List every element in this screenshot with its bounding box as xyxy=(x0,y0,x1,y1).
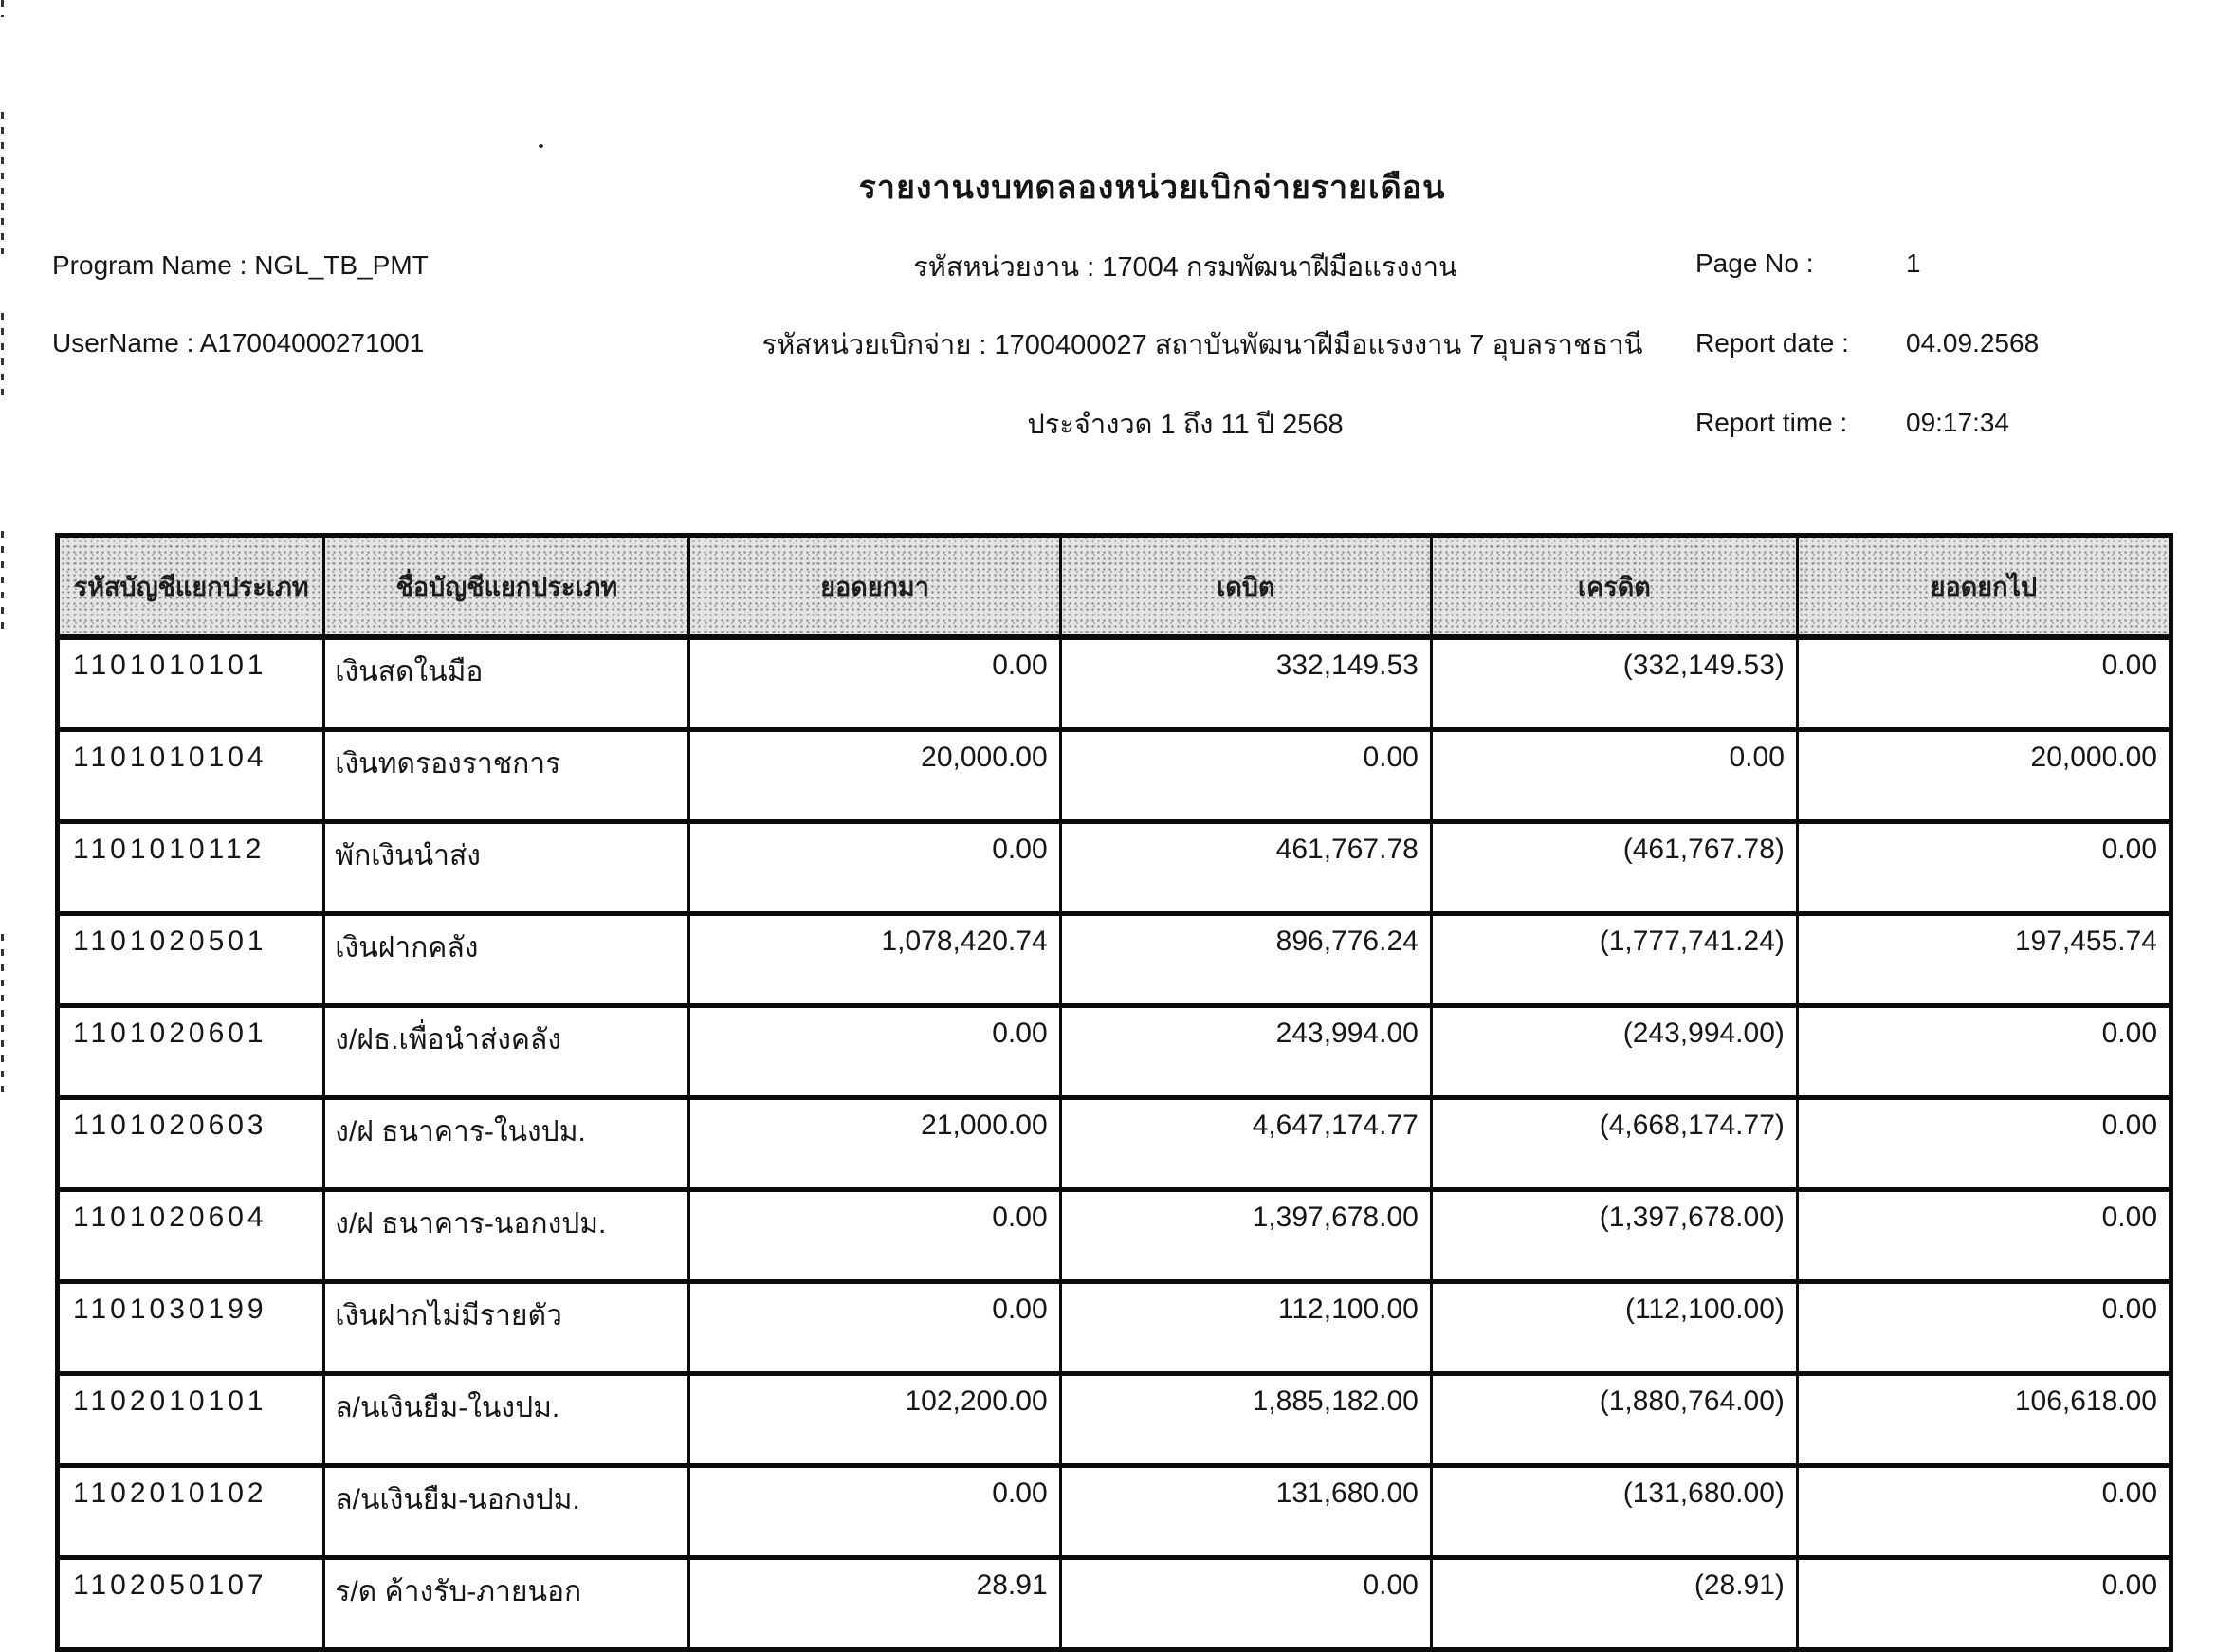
report-title: รายงานงบทดลองหน่วยเบิกจ่ายรายเดือน xyxy=(858,170,1446,206)
program-name-label: Program Name : xyxy=(52,250,247,280)
table-row xyxy=(58,1282,2171,1374)
header-credit: เครดิต xyxy=(1431,536,1797,638)
report-date-value: 04.09.2568 xyxy=(1906,328,2040,358)
debit-amount: 0.00 xyxy=(1060,1558,1431,1650)
ending-balance: 0.00 xyxy=(1797,1190,2170,1282)
ending-balance: 0.00 xyxy=(1797,1098,2170,1190)
scan-artifact xyxy=(1,112,4,254)
debit-amount: 112,100.00 xyxy=(1060,1282,1431,1374)
report-date-label: Report date : xyxy=(1695,328,1849,358)
ending-balance: 0.00 xyxy=(1797,637,2170,730)
account-code: 1102010102 xyxy=(58,1466,324,1558)
account-name: ร/ด ค้างรับ-ภายนอก xyxy=(324,1558,689,1650)
table-row xyxy=(58,914,2171,1006)
debit-amount: 896,776.24 xyxy=(1060,914,1431,1006)
header-debit: เดบิต xyxy=(1060,536,1431,638)
ending-balance: 0.00 xyxy=(1797,1558,2170,1650)
beginning-balance: 0.00 xyxy=(689,822,1060,914)
username-line xyxy=(52,328,424,358)
account-code: 1101030199 xyxy=(58,1282,324,1374)
credit-amount: (243,994.00) xyxy=(1431,1006,1797,1098)
trial-balance-table-wrap xyxy=(55,533,2173,1652)
account-name: ง/ฝ ธนาคาร-นอกงปม. xyxy=(324,1190,689,1282)
ending-balance: 0.00 xyxy=(1797,1006,2170,1098)
header-ending-balance: ยอดยกไป xyxy=(1797,536,2170,638)
beginning-balance: 1,078,420.74 xyxy=(689,914,1060,1006)
ending-balance: 197,455.74 xyxy=(1797,914,2170,1006)
table-row xyxy=(58,822,2171,914)
beginning-balance: 21,000.00 xyxy=(689,1098,1060,1190)
table-row xyxy=(58,1466,2171,1558)
table-row xyxy=(58,1190,2171,1282)
debit-amount: 1,885,182.00 xyxy=(1060,1374,1431,1466)
scan-artifact xyxy=(1,531,4,635)
header-account-code: รหัสบัญชีแยกประเภท xyxy=(58,536,324,638)
account-code: 1101020601 xyxy=(58,1006,324,1098)
scan-artifact xyxy=(1,0,4,17)
table-row xyxy=(58,1006,2171,1098)
debit-amount: 243,994.00 xyxy=(1060,1006,1431,1098)
table-row xyxy=(58,1558,2171,1650)
report-time-label: Report time : xyxy=(1695,408,1848,437)
account-code: 1102010101 xyxy=(58,1374,324,1466)
credit-amount: (461,767.78) xyxy=(1431,822,1797,914)
account-name: ล/นเงินยืม-นอกงปม. xyxy=(324,1466,689,1558)
ending-balance: 20,000.00 xyxy=(1797,730,2170,822)
account-code: 1101010104 xyxy=(58,730,324,822)
table-row xyxy=(58,637,2171,730)
credit-amount: (112,100.00) xyxy=(1431,1282,1797,1374)
account-code: 1101020501 xyxy=(58,914,324,1006)
table-row xyxy=(58,730,2171,822)
beginning-balance: 0.00 xyxy=(689,637,1060,730)
credit-amount: (1,880,764.00) xyxy=(1431,1374,1797,1466)
username-label: UserName : xyxy=(52,328,194,358)
period-line: ประจำงวด 1 ถึง 11 ปี 2568 xyxy=(1027,410,1344,440)
header-account-name: ชื่อบัญชีแยกประเภท xyxy=(324,536,689,638)
trial-balance-table xyxy=(55,533,2173,1652)
disbursing-unit-line: รหัสหน่วยเบิกจ่าย : 1700400027 สถาบันพัฒนาฝีมือแรงงาน 7 อุบลราชธานี xyxy=(761,330,1643,360)
credit-amount: (28.91) xyxy=(1431,1558,1797,1650)
debit-amount: 332,149.53 xyxy=(1060,637,1431,730)
debit-amount: 4,647,174.77 xyxy=(1060,1098,1431,1190)
debit-amount: 1,397,678.00 xyxy=(1060,1190,1431,1282)
beginning-balance: 0.00 xyxy=(689,1006,1060,1098)
account-name: พักเงินนำส่ง xyxy=(324,822,689,914)
page-no-value: 1 xyxy=(1906,248,1921,278)
account-code: 1102050107 xyxy=(58,1558,324,1650)
beginning-balance: 102,200.00 xyxy=(689,1374,1060,1466)
ending-balance: 0.00 xyxy=(1797,822,2170,914)
username-value: A17004000271001 xyxy=(199,328,425,358)
account-name: เงินสดในมือ xyxy=(324,637,689,730)
beginning-balance: 20,000.00 xyxy=(689,730,1060,822)
scan-artifact xyxy=(1,313,4,403)
account-name: เงินฝากคลัง xyxy=(324,914,689,1006)
debit-amount: 0.00 xyxy=(1060,730,1431,822)
beginning-balance: 0.00 xyxy=(689,1282,1060,1374)
agency-code-line: รหัสหน่วยงาน : 17004 กรมพัฒนาฝีมือแรงงาน xyxy=(913,252,1457,283)
ending-balance: 0.00 xyxy=(1797,1466,2170,1558)
beginning-balance: 28.91 xyxy=(689,1558,1060,1650)
beginning-balance: 0.00 xyxy=(689,1466,1060,1558)
credit-amount: (332,149.53) xyxy=(1431,637,1797,730)
ending-balance: 106,618.00 xyxy=(1797,1374,2170,1466)
credit-amount: (1,777,741.24) xyxy=(1431,914,1797,1006)
debit-amount: 131,680.00 xyxy=(1060,1466,1431,1558)
table-row xyxy=(58,1374,2171,1466)
account-name: ล/นเงินยืม-ในงปม. xyxy=(324,1374,689,1466)
scan-artifact xyxy=(539,144,543,148)
account-name: เงินทดรองราชการ xyxy=(324,730,689,822)
ending-balance: 0.00 xyxy=(1797,1282,2170,1374)
beginning-balance: 0.00 xyxy=(689,1190,1060,1282)
program-name-value: NGL_TB_PMT xyxy=(254,250,429,280)
report-time-value: 09:17:34 xyxy=(1906,408,2009,437)
page-no-label: Page No : xyxy=(1695,248,1814,278)
account-code: 1101020603 xyxy=(58,1098,324,1190)
account-name: เงินฝากไม่มีรายตัว xyxy=(324,1282,689,1374)
program-name-line xyxy=(52,250,429,281)
account-code: 1101020604 xyxy=(58,1190,324,1282)
debit-amount: 461,767.78 xyxy=(1060,822,1431,914)
account-code: 1101010112 xyxy=(58,822,324,914)
scan-artifact xyxy=(1,934,4,1095)
header-beginning-balance: ยอดยกมา xyxy=(689,536,1060,638)
credit-amount: 0.00 xyxy=(1431,730,1797,822)
credit-amount: (1,397,678.00) xyxy=(1431,1190,1797,1282)
credit-amount: (131,680.00) xyxy=(1431,1466,1797,1558)
credit-amount: (4,668,174.77) xyxy=(1431,1098,1797,1190)
table-header-row xyxy=(58,536,2171,638)
account-name: ง/ฝ ธนาคาร-ในงปม. xyxy=(324,1098,689,1190)
account-name: ง/ฝธ.เพื่อนำส่งคลัง xyxy=(324,1006,689,1098)
table-row xyxy=(58,1098,2171,1190)
account-code: 1101010101 xyxy=(58,637,324,730)
